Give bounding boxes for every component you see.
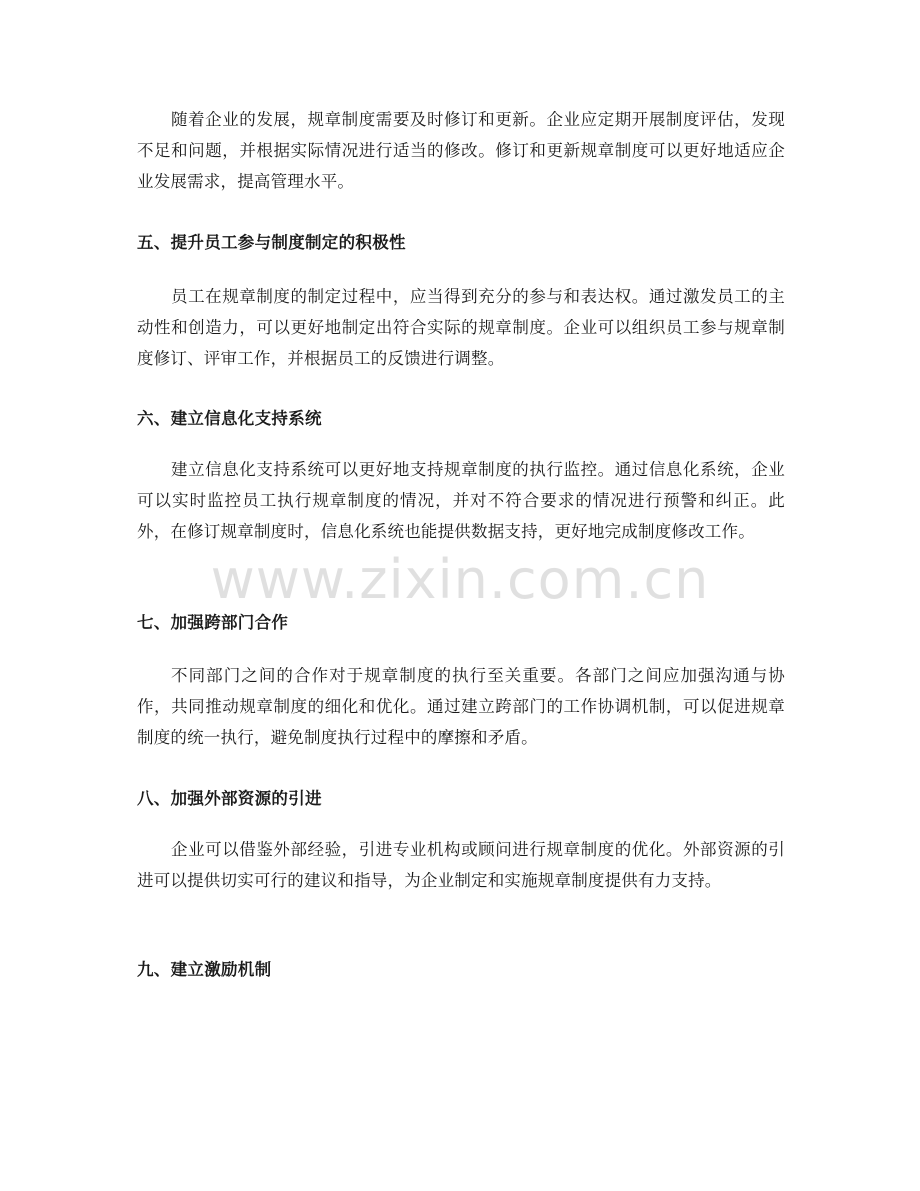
heading-cross-department: 七、加强跨部门合作: [137, 613, 289, 632]
paragraph-revision: 随着企业的发展，规章制度需要及时修订和更新。企业应定期开展制度评估，发现不足和问题，并根据实际情况进行适当的修改。修订和更新规章制度可以更好地适应企业发展需求，提高管理水平。: [137, 110, 785, 191]
paragraph-employee-participation: 员工在规章制度的制定过程中，应当得到充分的参与和表达权。通过激发员工的主动性和创造力，可以更好地制定出符合实际的规章制度。企业可以组织员工参与规章制度修订、评审工作，并根据员工的反馈进行调整。: [137, 287, 785, 368]
heading-information-system: 六、建立信息化支持系统: [137, 409, 322, 428]
heading-employee-participation: 五、提升员工参与制度制定的积极性: [137, 233, 406, 252]
heading-incentive-mechanism: 九、建立激励机制: [137, 960, 272, 979]
paragraph-external-resources: 企业可以借鉴外部经验，引进专业机构或顾问进行规章制度的优化。外部资源的引进可以提供切实可行的建议和指导，为企业制定和实施规章制度提供有力支持。: [137, 840, 785, 890]
paragraph-cross-department: 不同部门之间的合作对于规章制度的执行至关重要。各部门之间应加强沟通与协作，共同推动规章制度的细化和优化。通过建立跨部门的工作协调机制，可以促进规章制度的统一执行，避免制度执行过程中的摩擦和矛盾。: [137, 666, 785, 747]
heading-external-resources: 八、加强外部资源的引进: [137, 789, 322, 808]
paragraph-information-system: 建立信息化支持系统可以更好地支持规章制度的执行监控。通过信息化系统，企业可以实时监控员工执行规章制度的情况，并对不符合要求的情况进行预警和纠正。此外，在修订规章制度时，信息化系统也能提供数据支持，更好地完成制度修改工作。: [137, 460, 785, 541]
watermark: www.zixin.com.cn: [210, 548, 710, 611]
